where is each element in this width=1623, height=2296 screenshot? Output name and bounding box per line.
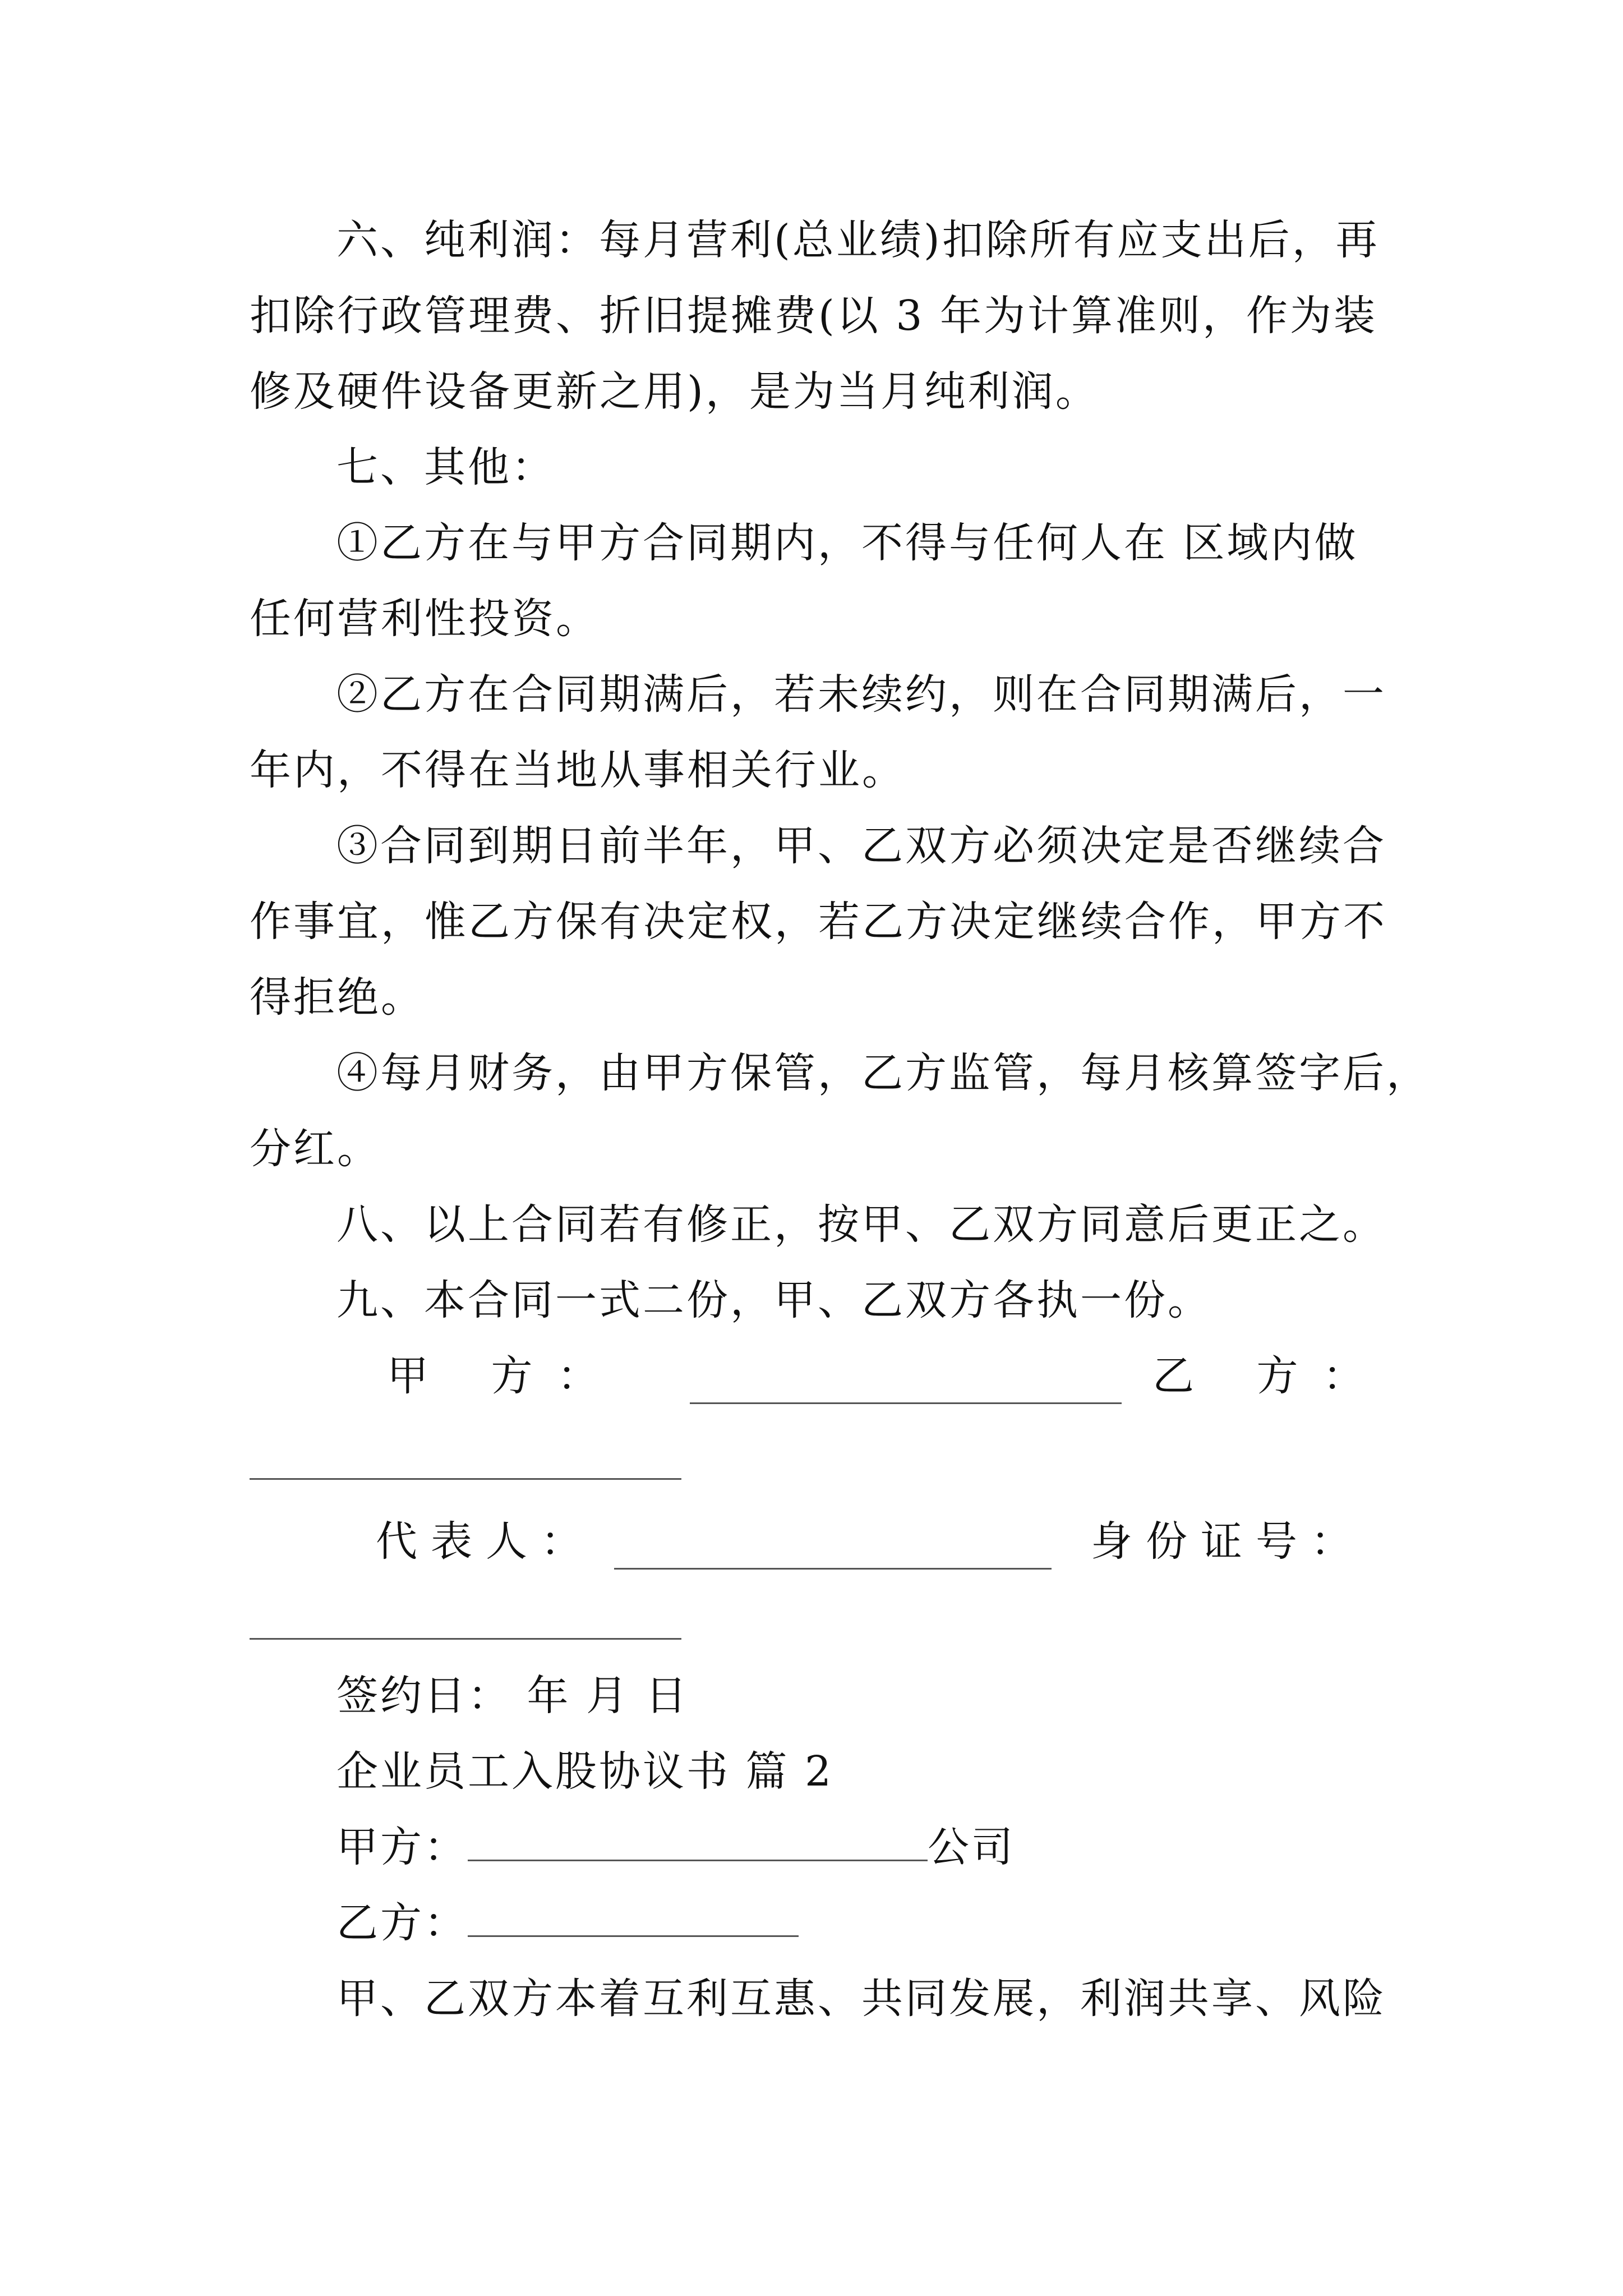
party-b-label: 乙 方： [1152, 1352, 1389, 1400]
doc2-party-a-blank [468, 1826, 928, 1861]
doc2-party-b-blank [468, 1902, 799, 1937]
party-a-blank [690, 1402, 1122, 1404]
doc2-party-a [336, 1820, 1475, 1874]
section6-line2: 扣除行政管理费、折旧提摊费(以 3 年为计算准则，作为装 [250, 292, 1377, 340]
section7-item3-line2: 作事宜，惟乙方保有决定权，若乙方决定继续合作，甲方不 [250, 898, 1387, 946]
party-b-blank [250, 1478, 681, 1480]
party-a-label: 甲 方： [387, 1352, 624, 1400]
id-number-blank [250, 1638, 681, 1640]
section7-item1-line2: 任何营利性投资。 [250, 595, 600, 643]
section7-item1-line1: ①乙方在与甲方合同期内，不得与任何人在 区域内做 [336, 519, 1358, 567]
signing-date: 签约日： 年 月 日 [336, 1672, 689, 1720]
doc2-party-a-prefix: 甲方： [336, 1823, 468, 1871]
representative-label: 代表人： [376, 1517, 596, 1566]
section9-line: 九、本合同一式二份，甲、乙双方各执一份。 [336, 1276, 1211, 1324]
doc2-party-b [336, 1896, 1475, 1950]
section7-item2-line2: 年内，不得在当地从事相关行业。 [250, 746, 906, 794]
section6-line1: 六、纯利润：每月营利(总业绩)扣除所有应支出后，再 [336, 216, 1380, 264]
section7-item4-line1: ④每月财务，由甲方保管，乙方监管，每月核算签字后， [336, 1049, 1430, 1097]
doc2-party-b-prefix: 乙方： [336, 1899, 468, 1947]
section7-item2-line1: ②乙方在合同期满后，若未续约，则在合同期满后，一 [336, 670, 1386, 719]
doc2-party-a-suffix: 公司 [928, 1823, 1015, 1871]
section7-item3-line1: ③合同到期日前半年，甲、乙双方必须决定是否继续合 [336, 822, 1386, 870]
doc2-title: 企业员工入股协议书 篇 2 [336, 1747, 834, 1796]
section7-item3-line3: 得拒绝。 [250, 973, 425, 1022]
section6-line3: 修及硬件设备更新之用)，是为当月纯利润。 [250, 367, 1099, 416]
section7-title: 七、其他： [336, 443, 555, 491]
section8-line: 八、以上合同若有修正，按甲、乙双方同意后更正之。 [336, 1200, 1386, 1249]
doc2-intro-line: 甲、乙双方本着互利互惠、共同发展，利润共享、风险 [336, 1975, 1386, 2023]
section7-item4-line2: 分红。 [250, 1125, 381, 1173]
representative-blank [614, 1568, 1052, 1570]
id-number-label: 身份证号： [1091, 1517, 1366, 1566]
